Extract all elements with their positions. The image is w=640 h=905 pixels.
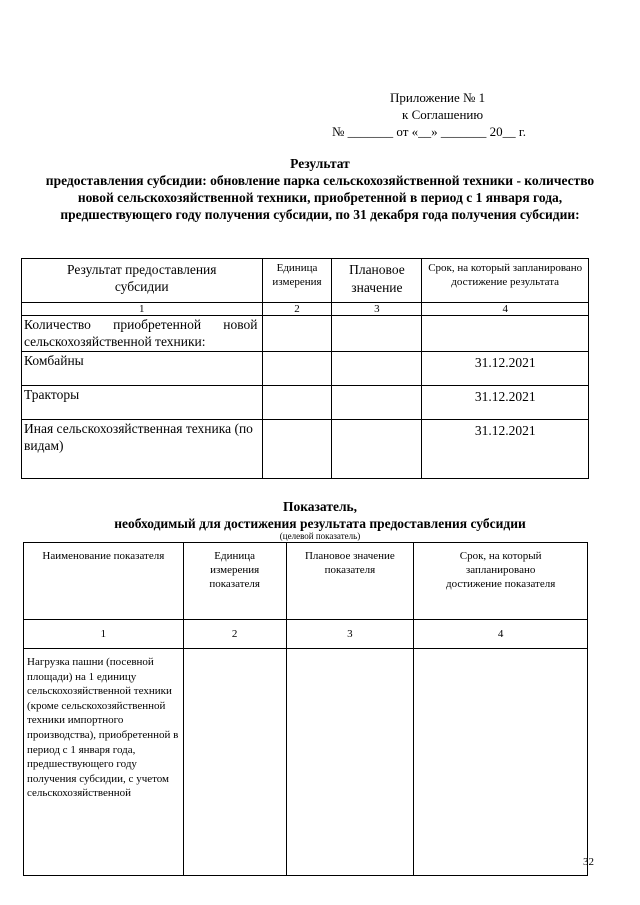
row-unit: [262, 316, 332, 352]
indicator-table: [23, 542, 588, 876]
row-plan: [332, 386, 422, 420]
indicator-name: Нагрузка пашни (посевной площади) на 1 единицу сельскохозяйственной техники (кроме сельскохозяйственной техники импортного производства), приобретенной в период с 1 января года, предшествующего году получения субсидии, с учетом сельскохозяйственной: [24, 649, 184, 876]
appendix-line-3: № _______ от «__» _______ 20__ г.: [332, 124, 527, 139]
indicator-table-header-cell: Единица измерения показателя: [183, 543, 286, 620]
indicator-table-header-cell: Наименование показателя: [24, 543, 184, 620]
row-plan: [332, 420, 422, 479]
indicator-title-heading: Показатель,: [282, 499, 358, 514]
column-number: 3: [286, 620, 414, 649]
column-number: 1: [22, 303, 263, 316]
indicator-title-description: необходимый для достижения результата предоставления субсидии: [114, 516, 526, 531]
indicator-note: (целевой показатель): [279, 531, 361, 541]
row-plan: [332, 352, 422, 386]
column-number: 2: [262, 303, 332, 316]
row-unit: [262, 386, 332, 420]
appendix-line-2: к Соглашению: [402, 107, 484, 122]
indicator-table-header-cell: Срок, на который запланировано достижение показателя: [414, 543, 588, 620]
column-number: 2: [183, 620, 286, 649]
row-date: [422, 316, 589, 352]
indicator-date: [414, 649, 588, 876]
row-plan: [332, 316, 422, 352]
row-unit: [262, 352, 332, 386]
indicator-unit: [183, 649, 286, 876]
indicator-table-number-row: [24, 620, 588, 649]
column-number: 3: [332, 303, 422, 316]
result-table-header-row: [22, 259, 589, 303]
indicator-plan: [286, 649, 414, 876]
table-row: [22, 352, 589, 386]
table-row: [22, 316, 589, 352]
column-number: 4: [422, 303, 589, 316]
column-number: 4: [414, 620, 588, 649]
indicator-table-header-row: [24, 543, 588, 620]
result-title: [30, 155, 610, 223]
result-title-description: предоставления субсидии: обновление парка сельскохозяйственной техники - количество новой сельскохозяйственной техники, приобретенной в период с 1 января года, предшествующего году получения субсидии, по 31 декабря года получения субсидии:: [45, 173, 595, 222]
result-table-header-cell: Плановое значение: [332, 259, 422, 303]
row-date: 31.12.2021: [422, 386, 589, 420]
row-label: Иная сельскохозяйственная техника (по видам): [22, 420, 263, 479]
row-unit: [262, 420, 332, 479]
result-table-header-cell: Единица измерения: [262, 259, 332, 303]
result-table: [21, 258, 589, 479]
result-table-header-cell: Срок, на который запланировано достижение результата: [422, 259, 589, 303]
indicator-title: [30, 498, 610, 532]
row-label: Комбайны: [22, 352, 263, 386]
row-date: 31.12.2021: [422, 420, 589, 479]
column-number: 1: [24, 620, 184, 649]
table-row: [22, 420, 589, 479]
result-table-number-row: [22, 303, 589, 316]
appendix-line-1: Приложение № 1: [390, 90, 486, 105]
indicator-table-header-cell: Плановое значение показателя: [286, 543, 414, 620]
result-title-heading: Результат: [290, 156, 350, 171]
page-number: 32: [583, 856, 594, 868]
result-table-header-cell: Результат предоставления субсидии: [22, 259, 263, 303]
row-label: Тракторы: [22, 386, 263, 420]
table-row: [24, 649, 588, 876]
table-row: [22, 386, 589, 420]
row-date: 31.12.2021: [422, 352, 589, 386]
row-label: Количество приобретенной новой сельскохозяйственной техники:: [22, 316, 263, 352]
